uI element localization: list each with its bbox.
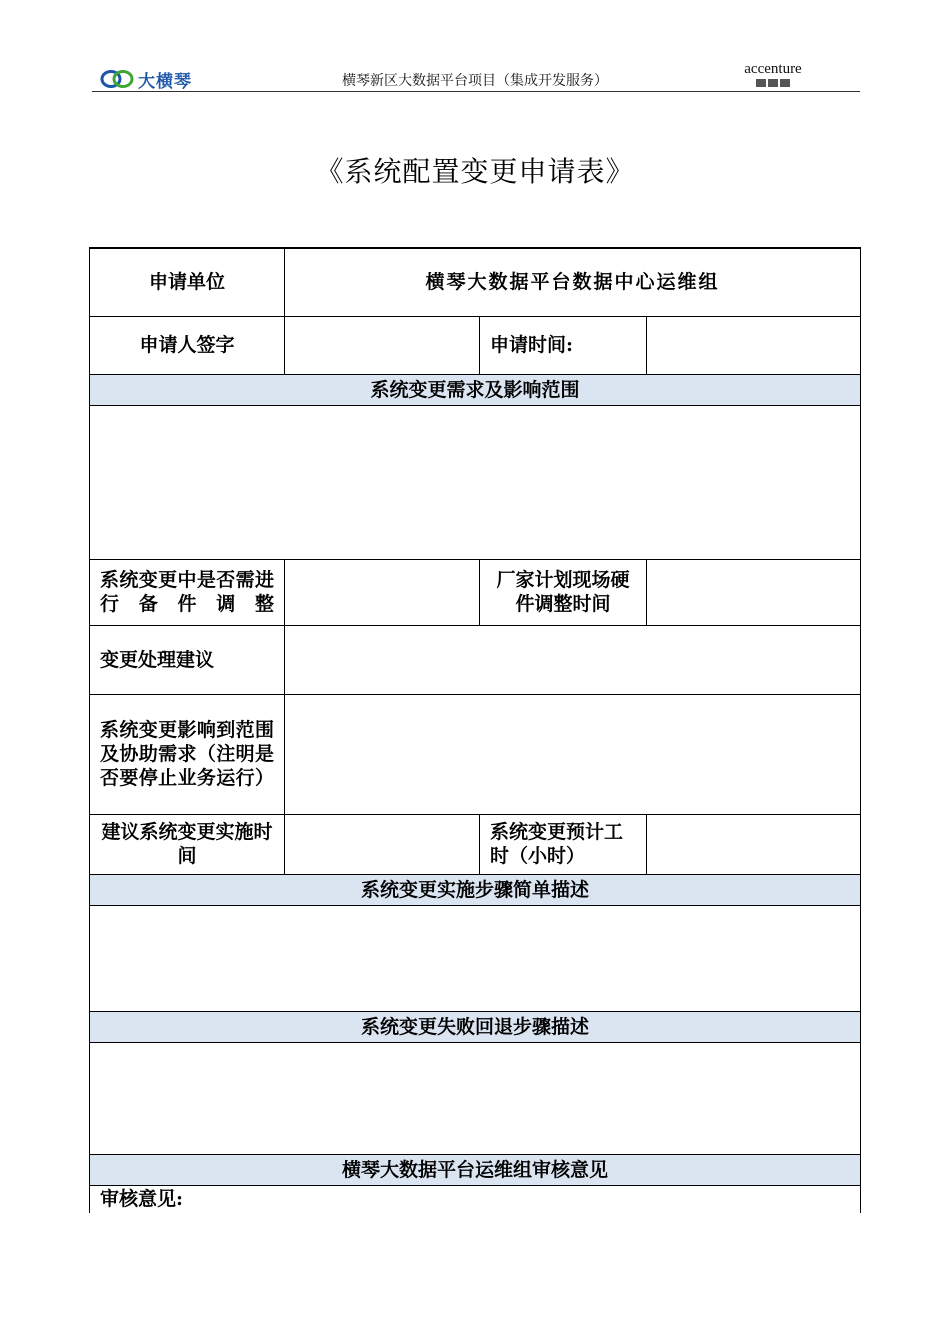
row-steps-body	[90, 905, 861, 1011]
row-section-requirements	[90, 374, 861, 405]
apply-time-label: 申请时间:	[480, 316, 647, 374]
requirements-field[interactable]	[90, 405, 861, 559]
apply-unit-value: 横琴大数据平台数据中心运维组	[285, 248, 861, 316]
page-header	[92, 61, 860, 92]
accenture-logo	[738, 54, 808, 88]
row-requirements-body	[90, 405, 861, 559]
suggest-time-field[interactable]	[285, 814, 480, 874]
page-title: 《系统配置变更申请表》	[315, 155, 635, 188]
change-request-form	[89, 247, 861, 1213]
spare-parts-field[interactable]	[285, 559, 480, 625]
header-divider	[92, 91, 860, 92]
rollback-field[interactable]	[90, 1042, 861, 1154]
impact-label: 系统变更影响到范围及协助需求（注明是否要停止业务运行）	[90, 694, 285, 814]
section-requirements-header: 系统变更需求及影响范围	[90, 374, 861, 405]
logo-left-text: 大横琴	[138, 71, 192, 92]
estimated-hours-label: 系统变更预计工时（小时）	[480, 814, 647, 874]
spare-parts-label: 系统变更中是否需进行备件调整	[90, 559, 285, 625]
steps-field[interactable]	[90, 905, 861, 1011]
apply-time-field[interactable]	[647, 316, 861, 374]
accenture-subtext-icon	[756, 78, 790, 88]
row-section-steps	[90, 874, 861, 905]
applicant-sign-field[interactable]	[285, 316, 480, 374]
row-spare-parts	[90, 559, 861, 625]
vendor-time-field[interactable]	[647, 559, 861, 625]
section-rollback-header: 系统变更失败回退步骤描述	[90, 1011, 861, 1042]
section-review-header: 横琴大数据平台运维组审核意见	[90, 1154, 861, 1185]
row-impact	[90, 694, 861, 814]
row-rollback-body	[90, 1042, 861, 1154]
vendor-time-label: 厂家计划现场硬件调整时间	[480, 559, 647, 625]
row-apply-unit	[90, 248, 861, 316]
review-opinion-label: 审核意见:	[90, 1185, 861, 1213]
dahengqin-logo	[100, 68, 192, 90]
accenture-logo-text: accenture	[744, 61, 802, 77]
suggest-time-label: 建议系统变更实施时间	[90, 814, 285, 874]
applicant-sign-label: 申请人签字	[90, 316, 285, 374]
estimated-hours-field[interactable]	[647, 814, 861, 874]
row-applicant	[90, 316, 861, 374]
suggestion-field[interactable]	[285, 625, 861, 694]
row-section-rollback	[90, 1011, 861, 1042]
apply-unit-label: 申请单位	[90, 248, 285, 316]
row-section-review	[90, 1154, 861, 1185]
suggestion-label: 变更处理建议	[90, 625, 285, 694]
header-project-name: 横琴新区大数据平台项目（集成开发服务）	[342, 73, 608, 89]
dahengqin-logo-icon	[100, 69, 134, 89]
section-steps-header: 系统变更实施步骤简单描述	[90, 874, 861, 905]
row-suggest-time	[90, 814, 861, 874]
row-suggestion	[90, 625, 861, 694]
impact-field[interactable]	[285, 694, 861, 814]
row-review-body	[90, 1185, 861, 1213]
